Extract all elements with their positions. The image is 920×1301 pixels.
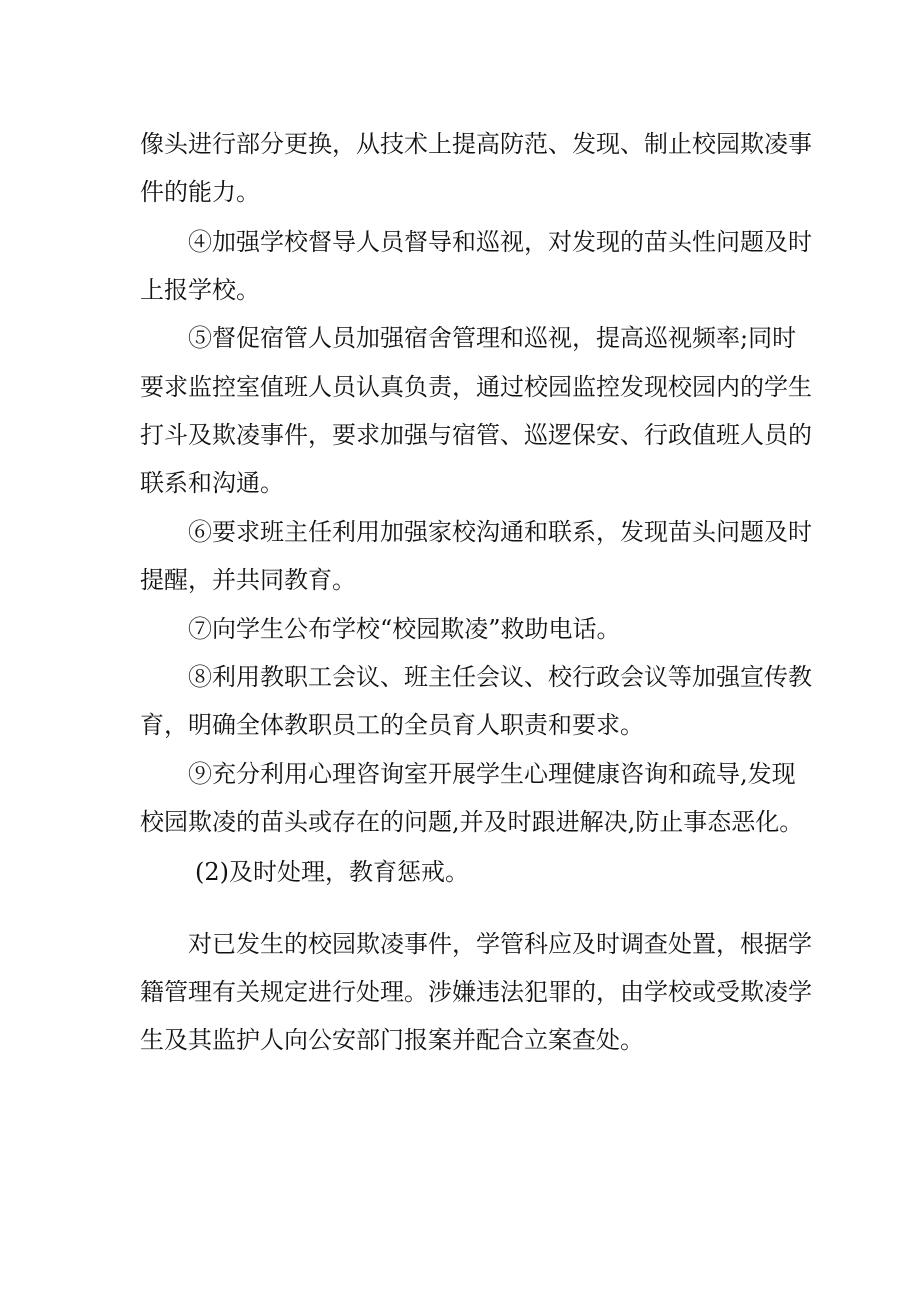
text-line: 生及其监护人向公安部门报案并配合立案查处。 [140, 1026, 644, 1054]
text-line: 籍管理有关规定进行处理。涉嫌违法犯罪的，由学校或受欺凌学 [140, 978, 812, 1006]
text-line: 育，明确全体教职员工的全员育人职责和要求。 [140, 711, 644, 739]
paragraph-line: 对已发生的校园欺凌事件，学管科应及时调查处置，根据学 [188, 930, 812, 958]
list-item-9-line: ⑨充分利用心理咨询室开展学生心理健康咨询和疏导,发现 [188, 760, 796, 788]
list-item-4-line: ④加强学校督导人员督导和巡视，对发现的苗头性问题及时 [188, 228, 812, 256]
list-item-6-line: ⑥要求班主任利用加强家校沟通和联系，发现苗头问题及时 [188, 518, 812, 546]
text-line: 件的能力。 [140, 178, 260, 206]
text-line: 打斗及欺凌事件，要求加强与宿管、巡逻保安、行政值班人员的 [140, 421, 812, 449]
text-line: 联系和沟通。 [140, 469, 284, 497]
text-line: 像头进行部分更换，从技术上提高防范、发现、制止校园欺凌事 [140, 130, 812, 158]
list-item-5-line: ⑤督促宿管人员加强宿舍管理和巡视，提高巡视频率;同时 [188, 324, 797, 352]
section-heading: (2)及时处理，教育惩戒。 [195, 858, 469, 886]
text-line: 提醒，并共同教育。 [140, 566, 356, 594]
text-line: 校园欺凌的苗头或存在的问题,并及时跟进解决,防止事态恶化。 [140, 808, 804, 836]
list-item-8-line: ⑧利用教职工会议、班主任会议、校行政会议等加强宣传教 [188, 663, 812, 691]
text-line: 要求监控室值班人员认真负责，通过校园监控发现校园内的学生 [140, 373, 812, 401]
list-item-7-line: ⑦向学生公布学校“校园欺凌”救助电话。 [188, 615, 621, 643]
text-line: 上报学校。 [140, 276, 260, 304]
